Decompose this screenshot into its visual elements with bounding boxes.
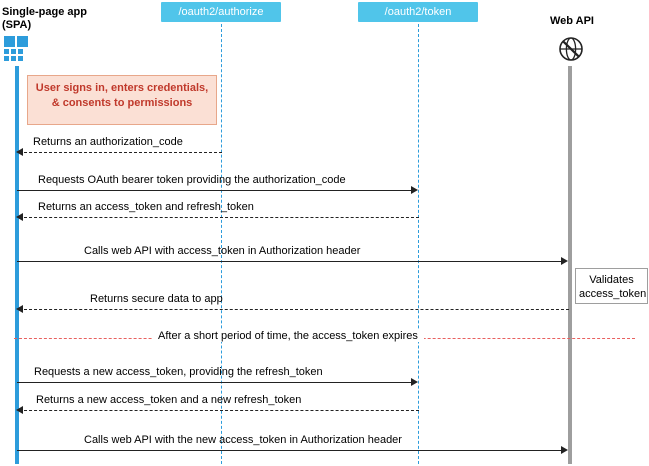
spa-grid-icon [4,36,30,62]
message-arrowhead-m1 [16,148,23,156]
expiry-separator-label: After a short period of time, the access_token expires [152,330,424,342]
lifeline-header-authorize[interactable]: /oauth2/authorize [161,2,281,22]
message-line-m4 [17,261,561,262]
message-line-m7 [24,410,419,411]
message-arrowhead-m7 [16,406,23,414]
message-line-m3 [24,217,419,218]
message-label-returns-authorization-code: Returns an authorization_code [33,136,183,148]
message-arrowhead-m2 [411,186,418,194]
note-user-signin: User signs in, enters credentials, & consents to permissions [27,75,217,125]
message-label-requests-new-access-token: Requests a new access_token, providing the refresh_token [34,366,323,378]
message-line-m2 [17,190,411,191]
message-label-returns-secure-data: Returns secure data to app [90,293,223,305]
lifeline-token [418,24,419,464]
message-arrowhead-m5 [16,305,23,313]
message-line-m1 [24,152,222,153]
message-label-calls-web-api-new-token: Calls web API with the new access_token in Authorization header [84,434,402,446]
message-line-m8 [17,450,561,451]
note-validates-access-token: Validates access_token [575,268,648,304]
lifeline-webapi [568,66,572,464]
message-arrowhead-m3 [16,213,23,221]
message-arrowhead-m6 [411,378,418,386]
message-label-requests-oauth-bearer-token: Requests OAuth bearer token providing the authorization_code [38,174,346,186]
spa-label-line1: Single-page app [2,6,87,18]
message-label-calls-web-api: Calls web API with access_token in Authorization header [84,245,361,257]
lifeline-spa [15,66,19,464]
message-arrowhead-m8 [561,446,568,454]
message-line-m6 [17,382,411,383]
spa-label-line2: (SPA) [2,19,32,31]
message-line-m5 [24,309,569,310]
message-arrowhead-m4 [561,257,568,265]
message-label-returns-access-and-refresh-token: Returns an access_token and refresh_token [38,201,254,213]
lifeline-label-spa [2,6,87,32]
lifeline-header-token[interactable]: /oauth2/token [358,2,478,22]
message-label-returns-new-tokens: Returns a new access_token and a new refresh_token [36,394,302,406]
lifeline-label-webapi: Web API [549,15,594,27]
globe-icon [558,36,584,62]
